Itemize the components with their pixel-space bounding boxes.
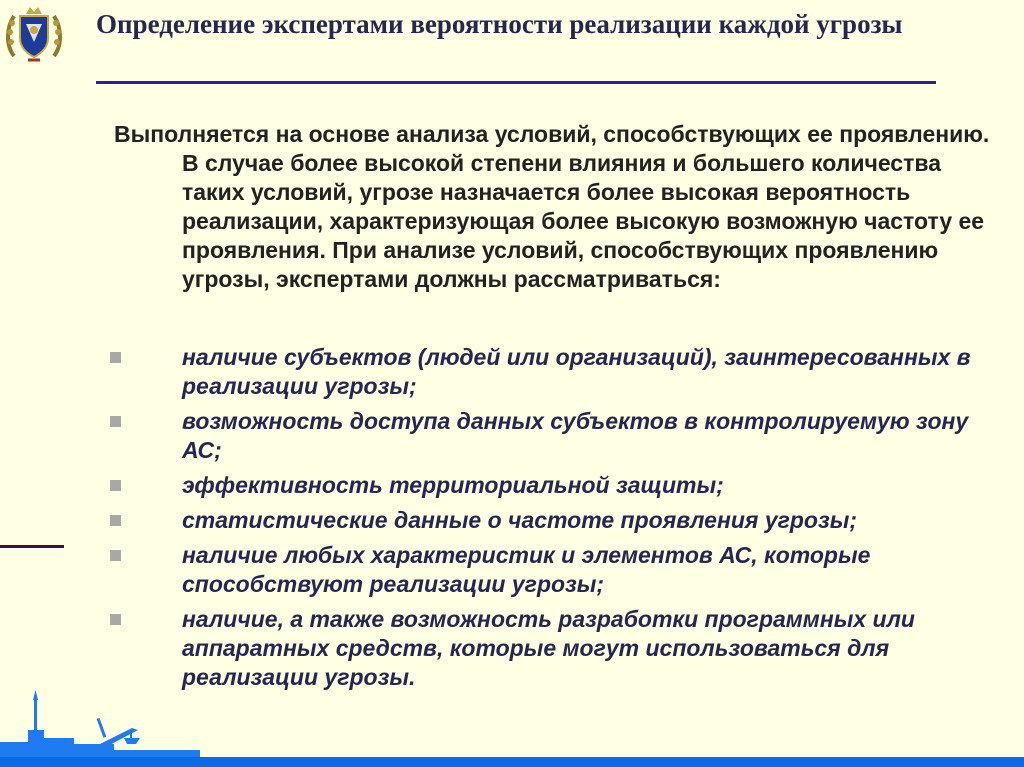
title-underline [96,81,936,84]
academy-emblem-icon [2,2,66,66]
square-bullet-icon [110,614,121,625]
square-bullet-icon [110,480,121,491]
list-item [110,407,990,465]
square-bullet-icon [110,416,121,427]
list-item-text: возможность доступа данных субъектов в контролируемую зону АС; [182,408,969,463]
city-skyline-icon [0,690,200,757]
list-item-text: эффективность территориальной защиты; [182,472,724,498]
list-item [110,541,990,599]
conditions-list [110,343,990,698]
intro-paragraph: Выполняется на основе анализа условий, способствующих ее проявлению. В случае более высокой степени влияния и большего количества таких условий, угрозе назначается более высокая вероятность реализации, характеризующая более высокую возможную частоту ее проявления. При анализе условий, способствующих проявлению угрозы, экспертами должны рассматриваться: [114,121,990,292]
list-item [110,471,990,500]
list-item [110,506,990,535]
square-bullet-icon [110,550,121,561]
list-item-text: наличие любых характеристик и элементов АС, которые способствуют реализации угрозы; [182,542,871,597]
list-item-text: наличие, а также возможность разработки программных или аппаратных средств, которые могут использоваться для реализации угрозы. [182,606,915,690]
list-item-text: наличие субъектов (людей или организаций), заинтересованных в реализации угрозы; [182,344,971,399]
square-bullet-icon [110,352,121,363]
list-item [110,605,990,692]
list-item [110,343,990,401]
list-item-text: статистические данные о частоте проявления угрозы; [182,507,858,533]
bottom-color-band [0,757,1024,767]
slide-title: Определение экспертами вероятности реализации каждой угрозы [96,9,903,39]
square-bullet-icon [110,515,121,526]
side-accent-bar [0,545,64,548]
